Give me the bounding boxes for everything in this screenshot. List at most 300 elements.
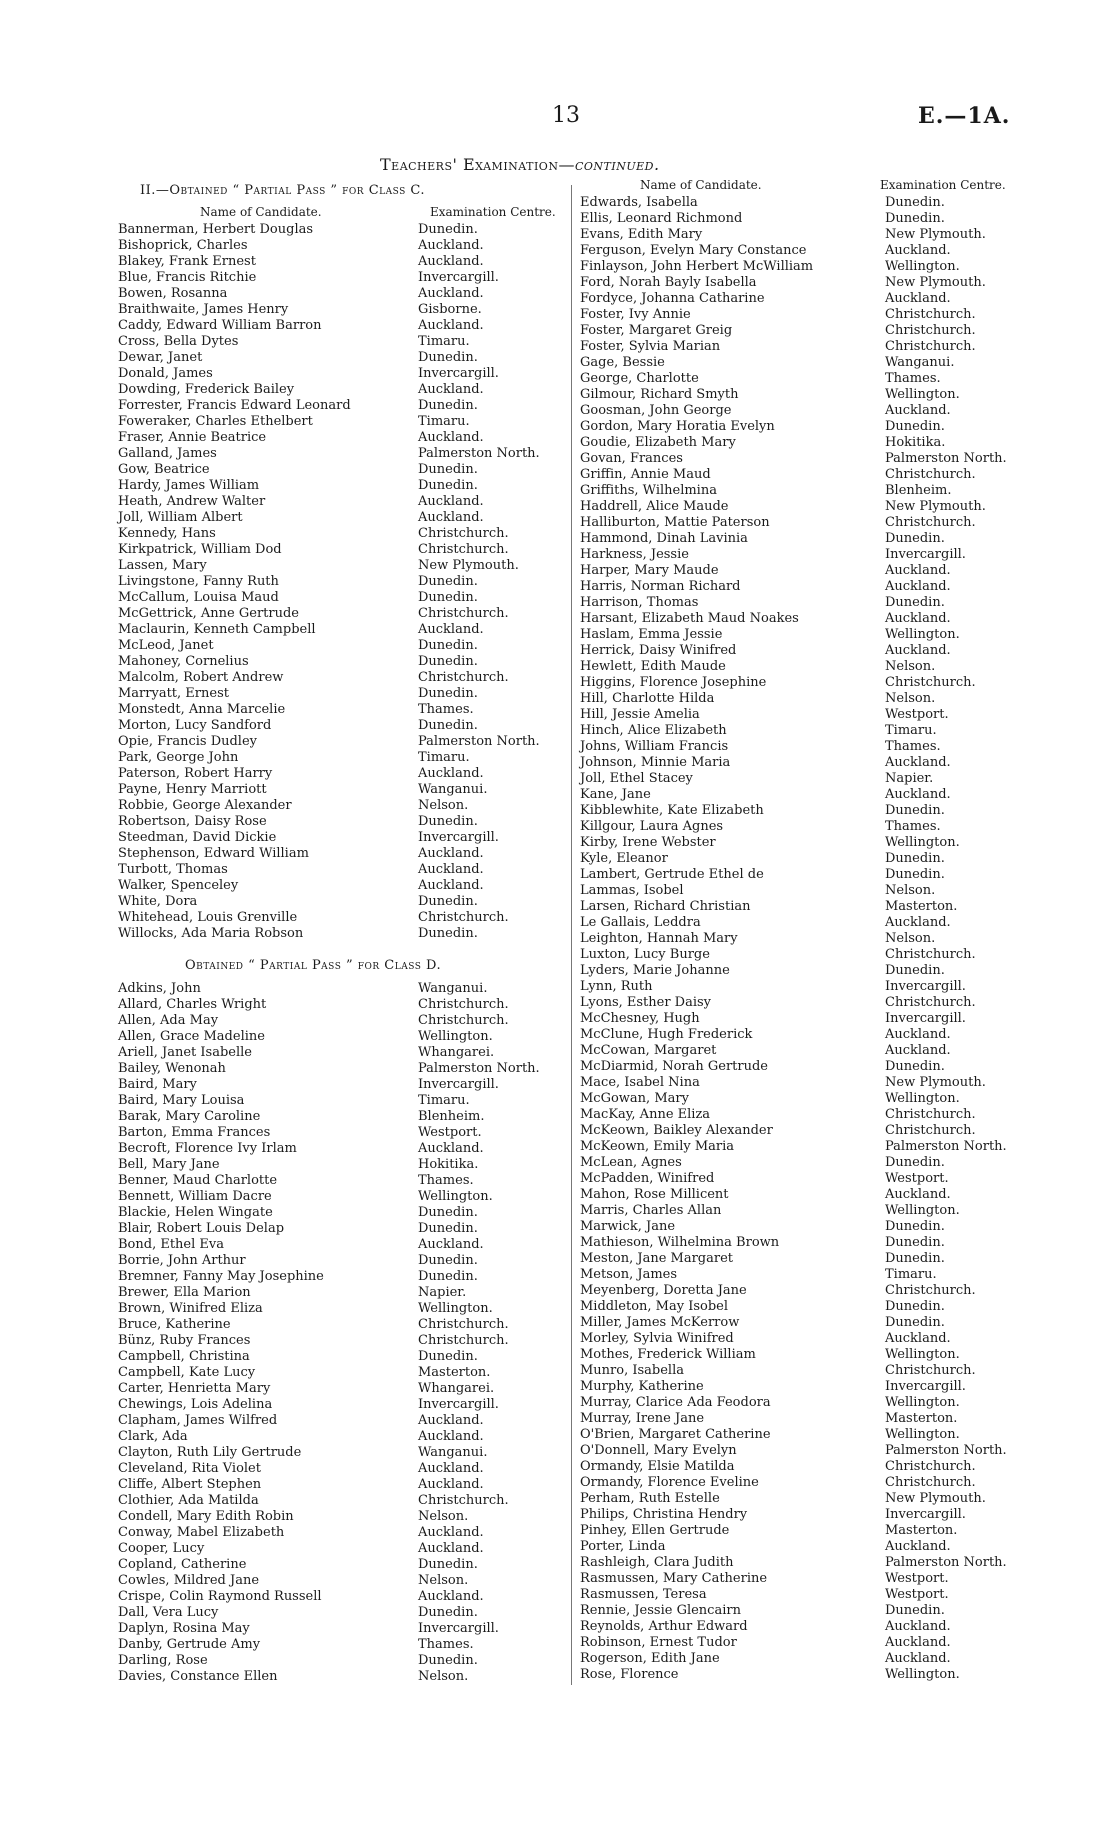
list-item <box>580 963 1100 979</box>
examination-centre: Palmerston North. <box>418 446 540 461</box>
list-item <box>118 1221 568 1237</box>
candidate-name: Blair, Robert Louis Delap <box>118 1221 285 1236</box>
examination-centre: New Plymouth. <box>885 275 986 290</box>
examination-centre: Dunedin. <box>418 1269 478 1284</box>
candidate-name: O'Donnell, Mary Evelyn <box>580 1443 737 1458</box>
list-item <box>580 1459 1100 1475</box>
candidate-name: Foster, Ivy Annie <box>580 307 691 322</box>
list-item <box>118 558 568 574</box>
candidate-name: Bowen, Rosanna <box>118 286 228 301</box>
candidate-name: Philips, Christina Hendry <box>580 1507 748 1522</box>
candidate-name: Adkins, John <box>118 981 201 996</box>
column-header-centre-right: Examination Centre. <box>880 178 1006 192</box>
list-item <box>580 1027 1100 1043</box>
candidate-name: Mahoney, Cornelius <box>118 654 249 669</box>
candidate-name: Braithwaite, James Henry <box>118 302 289 317</box>
candidate-name: Stephenson, Edward William <box>118 846 309 861</box>
examination-centre: Dunedin. <box>418 638 478 653</box>
candidate-name: Forrester, Francis Edward Leonard <box>118 398 351 413</box>
list-item <box>580 643 1100 659</box>
candidate-name: Joll, William Albert <box>118 510 243 525</box>
candidate-name: Steedman, David Dickie <box>118 830 277 845</box>
list-item <box>580 243 1100 259</box>
candidate-name: Allen, Ada May <box>118 1013 219 1028</box>
examination-centre: Christchurch. <box>885 323 976 338</box>
list-item <box>580 1059 1100 1075</box>
examination-centre: Auckland. <box>418 1461 484 1476</box>
list-item <box>118 1045 568 1061</box>
examination-centre: Invercargill. <box>885 547 966 562</box>
candidate-name: Morton, Lucy Sandford <box>118 718 272 733</box>
examination-centre: Christchurch. <box>418 997 509 1012</box>
examination-centre: Thames. <box>418 1637 474 1652</box>
list-item <box>580 1267 1100 1283</box>
candidate-list-class-c <box>118 222 568 942</box>
examination-centre: Wellington. <box>885 627 960 642</box>
examination-centre: Christchurch. <box>885 1363 976 1378</box>
candidate-name: Ariell, Janet Isabelle <box>118 1045 252 1060</box>
examination-centre: Auckland. <box>418 286 484 301</box>
candidate-name: Bailey, Wenonah <box>118 1061 226 1076</box>
candidate-name: MacKay, Anne Eliza <box>580 1107 711 1122</box>
examination-centre: Wellington. <box>885 259 960 274</box>
candidate-name: Foster, Margaret Greig <box>580 323 733 338</box>
examination-centre: Auckland. <box>418 430 484 445</box>
list-item <box>118 382 568 398</box>
candidate-name: Joll, Ethel Stacey <box>580 771 693 786</box>
examination-centre: Auckland. <box>418 1237 484 1252</box>
candidate-name: Fraser, Annie Beatrice <box>118 430 267 445</box>
candidate-name: Evans, Edith Mary <box>580 227 703 242</box>
list-item <box>580 419 1100 435</box>
list-item <box>580 371 1100 387</box>
list-item <box>580 515 1100 531</box>
list-item <box>580 915 1100 931</box>
title-continued: continued. <box>574 155 660 174</box>
examination-centre: Wellington. <box>885 1395 960 1410</box>
examination-centre: Wanganui. <box>885 355 955 370</box>
examination-centre: Palmerston North. <box>418 1061 540 1076</box>
list-item <box>580 1123 1100 1139</box>
candidate-name: Campbell, Kate Lucy <box>118 1365 256 1380</box>
examination-centre: Christchurch. <box>885 675 976 690</box>
list-item <box>580 291 1100 307</box>
candidate-name: Lambert, Gertrude Ethel de <box>580 867 764 882</box>
examination-centre: Wellington. <box>885 1667 960 1682</box>
candidate-name: Cowles, Mildred Jane <box>118 1573 260 1588</box>
list-item <box>118 622 568 638</box>
list-item <box>580 1155 1100 1171</box>
candidate-name: Blue, Francis Ritchie <box>118 270 257 285</box>
list-item <box>580 563 1100 579</box>
list-item <box>580 467 1100 483</box>
list-item <box>118 981 568 997</box>
candidate-name: Morley, Sylvia Winifred <box>580 1331 734 1346</box>
candidate-name: George, Charlotte <box>580 371 699 386</box>
candidate-name: Clark, Ada <box>118 1429 188 1444</box>
candidate-name: Cliffe, Albert Stephen <box>118 1477 262 1492</box>
candidate-name: Fordyce, Johanna Catharine <box>580 291 765 306</box>
list-item <box>118 1125 568 1141</box>
examination-centre: Auckland. <box>885 1187 951 1202</box>
candidate-name: McLeod, Janet <box>118 638 214 653</box>
examination-centre: Christchurch. <box>885 947 976 962</box>
candidate-name: Lyons, Esther Daisy <box>580 995 712 1010</box>
examination-centre: Christchurch. <box>885 467 976 482</box>
section-heading-class-c: II.—Obtained “ Partial Pass ” for Class C. <box>140 183 426 198</box>
examination-centre: Invercargill. <box>885 979 966 994</box>
examination-centre: Invercargill. <box>418 830 499 845</box>
candidate-name: Hill, Charlotte Hilda <box>580 691 715 706</box>
examination-centre: Auckland. <box>885 1619 951 1634</box>
examination-centre: Auckland. <box>885 403 951 418</box>
examination-centre: Dunedin. <box>885 851 945 866</box>
candidate-name: Lynn, Ruth <box>580 979 653 994</box>
list-item <box>118 1525 568 1541</box>
examination-centre: Masterton. <box>418 1365 491 1380</box>
list-item <box>580 931 1100 947</box>
candidate-name: Foster, Sylvia Marian <box>580 339 721 354</box>
candidate-name: Barak, Mary Caroline <box>118 1109 261 1124</box>
list-item <box>580 1427 1100 1443</box>
examination-centre: Auckland. <box>418 1525 484 1540</box>
candidate-name: Borrie, John Arthur <box>118 1253 246 1268</box>
page-title <box>380 155 660 174</box>
list-item <box>580 1571 1100 1587</box>
list-item <box>118 1461 568 1477</box>
candidate-name: McChesney, Hugh <box>580 1011 700 1026</box>
candidate-name: Davies, Constance Ellen <box>118 1669 278 1684</box>
list-item <box>580 995 1100 1011</box>
candidate-name: Lassen, Mary <box>118 558 207 573</box>
list-item <box>118 702 568 718</box>
list-item <box>118 1669 568 1685</box>
examination-centre: Nelson. <box>885 691 936 706</box>
list-item <box>580 323 1100 339</box>
list-item <box>118 286 568 302</box>
title-main: Teachers' Examination— <box>380 155 575 174</box>
list-item <box>580 1315 1100 1331</box>
candidate-name: Marryatt, Ernest <box>118 686 229 701</box>
examination-centre: Dunedin. <box>418 1605 478 1620</box>
list-item <box>118 766 568 782</box>
examination-centre: Dunedin. <box>418 814 478 829</box>
examination-centre: Dunedin. <box>885 803 945 818</box>
list-item <box>580 1251 1100 1267</box>
list-item <box>580 755 1100 771</box>
candidate-name: Killgour, Laura Agnes <box>580 819 724 834</box>
list-item <box>118 1029 568 1045</box>
examination-centre: Auckland. <box>418 318 484 333</box>
examination-centre: Dunedin. <box>418 1205 478 1220</box>
candidate-name: Gilmour, Richard Smyth <box>580 387 739 402</box>
candidate-name: Dall, Vera Lucy <box>118 1605 219 1620</box>
candidate-name: Metson, James <box>580 1267 678 1282</box>
examination-centre: New Plymouth. <box>885 227 986 242</box>
list-item <box>118 862 568 878</box>
list-item <box>580 1219 1100 1235</box>
candidate-name: Harkness, Jessie <box>580 547 689 562</box>
examination-centre: Auckland. <box>885 563 951 578</box>
candidate-name: Leighton, Hannah Mary <box>580 931 738 946</box>
examination-centre: Westport. <box>885 707 949 722</box>
list-item <box>118 1301 568 1317</box>
section-heading-class-d: Obtained “ Partial Pass ” for Class D. <box>185 958 442 973</box>
candidate-name: Bell, Mary Jane <box>118 1157 220 1172</box>
candidate-name: Chewings, Lois Adelina <box>118 1397 273 1412</box>
list-item <box>580 1331 1100 1347</box>
list-item <box>118 638 568 654</box>
candidate-name: Kyle, Eleanor <box>580 851 668 866</box>
list-item <box>580 339 1100 355</box>
list-item <box>118 1477 568 1493</box>
list-item <box>118 734 568 750</box>
examination-centre: Christchurch. <box>418 1317 509 1332</box>
examination-centre: Thames. <box>885 819 941 834</box>
document-reference: E.—1A. <box>918 103 1011 129</box>
list-item <box>118 270 568 286</box>
list-item <box>118 718 568 734</box>
examination-centre: Christchurch. <box>885 515 976 530</box>
list-item <box>118 1333 568 1349</box>
examination-centre: Thames. <box>885 371 941 386</box>
candidate-name: Dewar, Janet <box>118 350 203 365</box>
list-item <box>580 387 1100 403</box>
candidate-name: Bishoprick, Charles <box>118 238 248 253</box>
candidate-name: Reynolds, Arthur Edward <box>580 1619 748 1634</box>
examination-centre: Wellington. <box>885 387 960 402</box>
examination-centre: Palmerston North. <box>885 1443 1007 1458</box>
list-item <box>118 1013 568 1029</box>
candidate-name: Griffiths, Wilhelmina <box>580 483 717 498</box>
examination-centre: Auckland. <box>418 1141 484 1156</box>
examination-centre: Dunedin. <box>885 195 945 210</box>
candidate-name: Whitehead, Louis Grenville <box>118 910 298 925</box>
candidate-name: McKeown, Emily Maria <box>580 1139 735 1154</box>
list-item <box>118 1077 568 1093</box>
candidate-name: Hammond, Dinah Lavinia <box>580 531 748 546</box>
examination-centre: Palmerston North. <box>418 734 540 749</box>
list-item <box>118 654 568 670</box>
examination-centre: Auckland. <box>418 1541 484 1556</box>
list-item <box>580 1363 1100 1379</box>
list-item <box>580 1619 1100 1635</box>
candidate-name: Rose, Florence <box>580 1667 679 1682</box>
list-item <box>118 1157 568 1173</box>
list-item <box>118 510 568 526</box>
list-item <box>580 451 1100 467</box>
examination-centre: Hokitika. <box>885 435 946 450</box>
examination-centre: Christchurch. <box>418 606 509 621</box>
list-item <box>580 1203 1100 1219</box>
examination-centre: Auckland. <box>885 1651 951 1666</box>
page-number: 13 <box>552 103 580 128</box>
list-item <box>580 979 1100 995</box>
examination-centre: Whangarei. <box>418 1045 495 1060</box>
list-item <box>118 446 568 462</box>
examination-centre: Auckland. <box>885 1539 951 1554</box>
list-item <box>118 302 568 318</box>
list-item <box>580 1555 1100 1571</box>
list-item <box>580 1395 1100 1411</box>
examination-centre: Dunedin. <box>418 574 478 589</box>
candidate-name: Paterson, Robert Harry <box>118 766 273 781</box>
list-item <box>118 782 568 798</box>
candidate-name: Marwick, Jane <box>580 1219 676 1234</box>
examination-centre: Nelson. <box>885 883 936 898</box>
examination-centre: Auckland. <box>418 510 484 525</box>
examination-centre: Wellington. <box>418 1189 493 1204</box>
candidate-name: Hewlett, Edith Maude <box>580 659 726 674</box>
list-item <box>118 1093 568 1109</box>
examination-centre: Westport. <box>885 1171 949 1186</box>
examination-centre: Gisborne. <box>418 302 482 317</box>
candidate-name: Mahon, Rose Millicent <box>580 1187 729 1202</box>
candidate-name: Marris, Charles Allan <box>580 1203 722 1218</box>
list-item <box>580 659 1100 675</box>
examination-centre: Nelson. <box>885 659 936 674</box>
examination-centre: Invercargill. <box>418 1621 499 1636</box>
examination-centre: Christchurch. <box>885 1123 976 1138</box>
list-item <box>580 899 1100 915</box>
examination-centre: Christchurch. <box>418 526 509 541</box>
list-item <box>118 494 568 510</box>
candidate-name: Opie, Francis Dudley <box>118 734 258 749</box>
list-item <box>118 846 568 862</box>
list-item <box>118 1285 568 1301</box>
list-item <box>118 1269 568 1285</box>
examination-centre: Timaru. <box>885 1267 937 1282</box>
candidate-name: Kane, Jane <box>580 787 651 802</box>
examination-centre: Nelson. <box>885 931 936 946</box>
list-item <box>118 1589 568 1605</box>
examination-centre: Dunedin. <box>885 595 945 610</box>
list-item <box>118 878 568 894</box>
examination-centre: Hokitika. <box>418 1157 479 1172</box>
list-item <box>118 1445 568 1461</box>
examination-centre: Thames. <box>885 739 941 754</box>
candidate-name: Clothier, Ada Matilda <box>118 1493 259 1508</box>
list-item <box>580 531 1100 547</box>
candidate-name: Malcolm, Robert Andrew <box>118 670 284 685</box>
list-item <box>118 910 568 926</box>
list-item <box>118 1509 568 1525</box>
list-item <box>118 830 568 846</box>
examination-centre: Dunedin. <box>418 398 478 413</box>
candidate-name: White, Dora <box>118 894 198 909</box>
candidate-name: Higgins, Florence Josephine <box>580 675 767 690</box>
examination-centre: Auckland. <box>418 1589 484 1604</box>
candidate-name: Rasmussen, Mary Catherine <box>580 1571 768 1586</box>
list-item <box>118 1189 568 1205</box>
list-item <box>118 574 568 590</box>
list-item <box>580 1283 1100 1299</box>
list-item <box>118 366 568 382</box>
candidate-name: Baird, Mary <box>118 1077 197 1092</box>
candidate-name: Clayton, Ruth Lily Gertrude <box>118 1445 302 1460</box>
examination-centre: Dunedin. <box>885 531 945 546</box>
list-item <box>118 750 568 766</box>
list-item <box>580 1347 1100 1363</box>
candidate-name: Park, George John <box>118 750 239 765</box>
candidate-name: Foweraker, Charles Ethelbert <box>118 414 313 429</box>
examination-centre: Timaru. <box>418 334 470 349</box>
list-item <box>580 1411 1100 1427</box>
list-item <box>118 798 568 814</box>
list-item <box>118 1397 568 1413</box>
list-item <box>580 1139 1100 1155</box>
examination-centre: Blenheim. <box>885 483 952 498</box>
column-header-name-right: Name of Candidate. <box>640 178 762 192</box>
candidate-name: Johns, William Francis <box>580 739 729 754</box>
candidate-name: Heath, Andrew Walter <box>118 494 266 509</box>
list-item <box>580 675 1100 691</box>
list-item <box>118 1413 568 1429</box>
examination-centre: Masterton. <box>885 899 958 914</box>
candidate-name: Donald, James <box>118 366 213 381</box>
list-item <box>118 350 568 366</box>
candidate-name: Bond, Ethel Eva <box>118 1237 224 1252</box>
candidate-name: Harris, Norman Richard <box>580 579 741 594</box>
candidate-name: Bennett, William Dacre <box>118 1189 272 1204</box>
examination-centre: Dunedin. <box>418 350 478 365</box>
list-item <box>580 1603 1100 1619</box>
list-item <box>580 1187 1100 1203</box>
candidate-name: Pinhey, Ellen Gertrude <box>580 1523 730 1538</box>
examination-centre: Dunedin. <box>885 1251 945 1266</box>
list-item <box>118 1141 568 1157</box>
examination-centre: New Plymouth. <box>418 558 519 573</box>
list-item <box>118 526 568 542</box>
candidate-name: Robbie, George Alexander <box>118 798 292 813</box>
examination-centre: Dunedin. <box>885 1315 945 1330</box>
candidate-name: Ferguson, Evelyn Mary Constance <box>580 243 807 258</box>
examination-centre: Auckland. <box>885 579 951 594</box>
examination-centre: Auckland. <box>418 1429 484 1444</box>
list-item <box>580 1539 1100 1555</box>
examination-centre: Christchurch. <box>418 542 509 557</box>
list-item <box>118 997 568 1013</box>
examination-centre: Christchurch. <box>885 1283 976 1298</box>
list-item <box>580 1379 1100 1395</box>
examination-centre: Christchurch. <box>885 307 976 322</box>
examination-centre: Dunedin. <box>885 1603 945 1618</box>
examination-centre: Timaru. <box>418 750 470 765</box>
examination-centre: Auckland. <box>418 238 484 253</box>
examination-centre: Invercargill. <box>418 270 499 285</box>
candidate-name: Harsant, Elizabeth Maud Noakes <box>580 611 799 626</box>
list-item <box>580 307 1100 323</box>
column-header-name: Name of Candidate. <box>200 205 322 219</box>
list-item <box>118 670 568 686</box>
examination-centre: Christchurch. <box>418 910 509 925</box>
examination-centre: Timaru. <box>418 1093 470 1108</box>
candidate-name: McKeown, Baikley Alexander <box>580 1123 773 1138</box>
list-item <box>580 1299 1100 1315</box>
examination-centre: Dunedin. <box>418 590 478 605</box>
candidate-name: Kirby, Irene Webster <box>580 835 716 850</box>
examination-centre: Dunedin. <box>418 1349 478 1364</box>
candidate-name: Willocks, Ada Maria Robson <box>118 926 304 941</box>
list-item <box>580 691 1100 707</box>
examination-centre: Invercargill. <box>418 1077 499 1092</box>
candidate-name: Robertson, Daisy Rose <box>118 814 267 829</box>
examination-centre: Auckland. <box>885 243 951 258</box>
examination-centre: Dunedin. <box>885 1059 945 1074</box>
candidate-name: Porter, Linda <box>580 1539 666 1554</box>
candidate-name: Darling, Rose <box>118 1653 208 1668</box>
candidate-name: Mace, Isabel Nina <box>580 1075 700 1090</box>
